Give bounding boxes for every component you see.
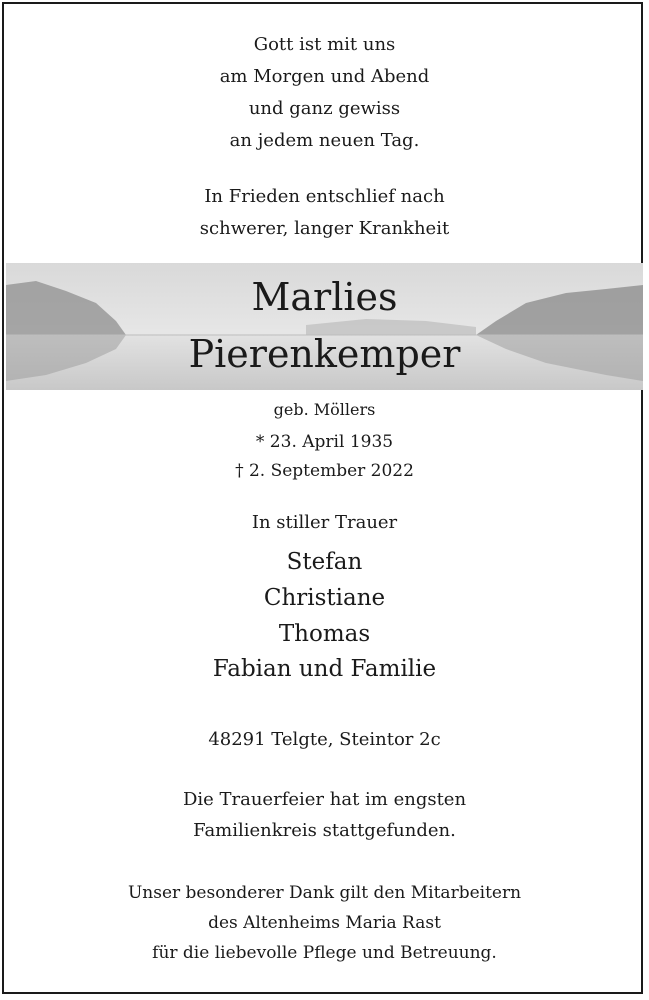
thanks-line-2: des Altenheims Maria Rast (208, 913, 441, 933)
thanks-line-1: Unser besonderer Dank gilt den Mitarbeitern (127, 883, 522, 903)
address: 48291 Telgte, Steintor 2c (208, 729, 441, 750)
mourning-intro: In stiller Trauer (251, 512, 398, 533)
verse-line-1: Gott ist mit uns (253, 34, 396, 55)
funeral-line-1: Die Trauerfeier hat im engsten (182, 789, 467, 810)
verse-line-2: am Morgen und Abend (219, 66, 430, 87)
intro-line-2: schwerer, langer Krankheit (199, 218, 450, 239)
birth-date: * 23. April 1935 (255, 432, 394, 452)
deceased-last-name: Pierenkemper (188, 332, 461, 376)
mourner-2: Christiane (263, 585, 386, 611)
funeral-line-2: Familienkreis stattgefunden. (193, 820, 456, 841)
death-date: † 2. September 2022 (235, 461, 414, 481)
mourner-1: Stefan (286, 549, 363, 575)
thanks-line-3: für die liebevolle Pflege und Betreuung. (152, 943, 497, 963)
birth-name: geb. Möllers (273, 400, 376, 419)
mourner-3: Thomas (278, 621, 371, 647)
verse-line-3: und ganz gewiss (248, 98, 401, 119)
deceased-first-name: Marlies (251, 275, 398, 319)
intro-line-1: In Frieden entschlief nach (204, 186, 445, 207)
mourner-4: Fabian und Familie (212, 656, 437, 682)
verse-line-4: an jedem neuen Tag. (229, 130, 420, 151)
